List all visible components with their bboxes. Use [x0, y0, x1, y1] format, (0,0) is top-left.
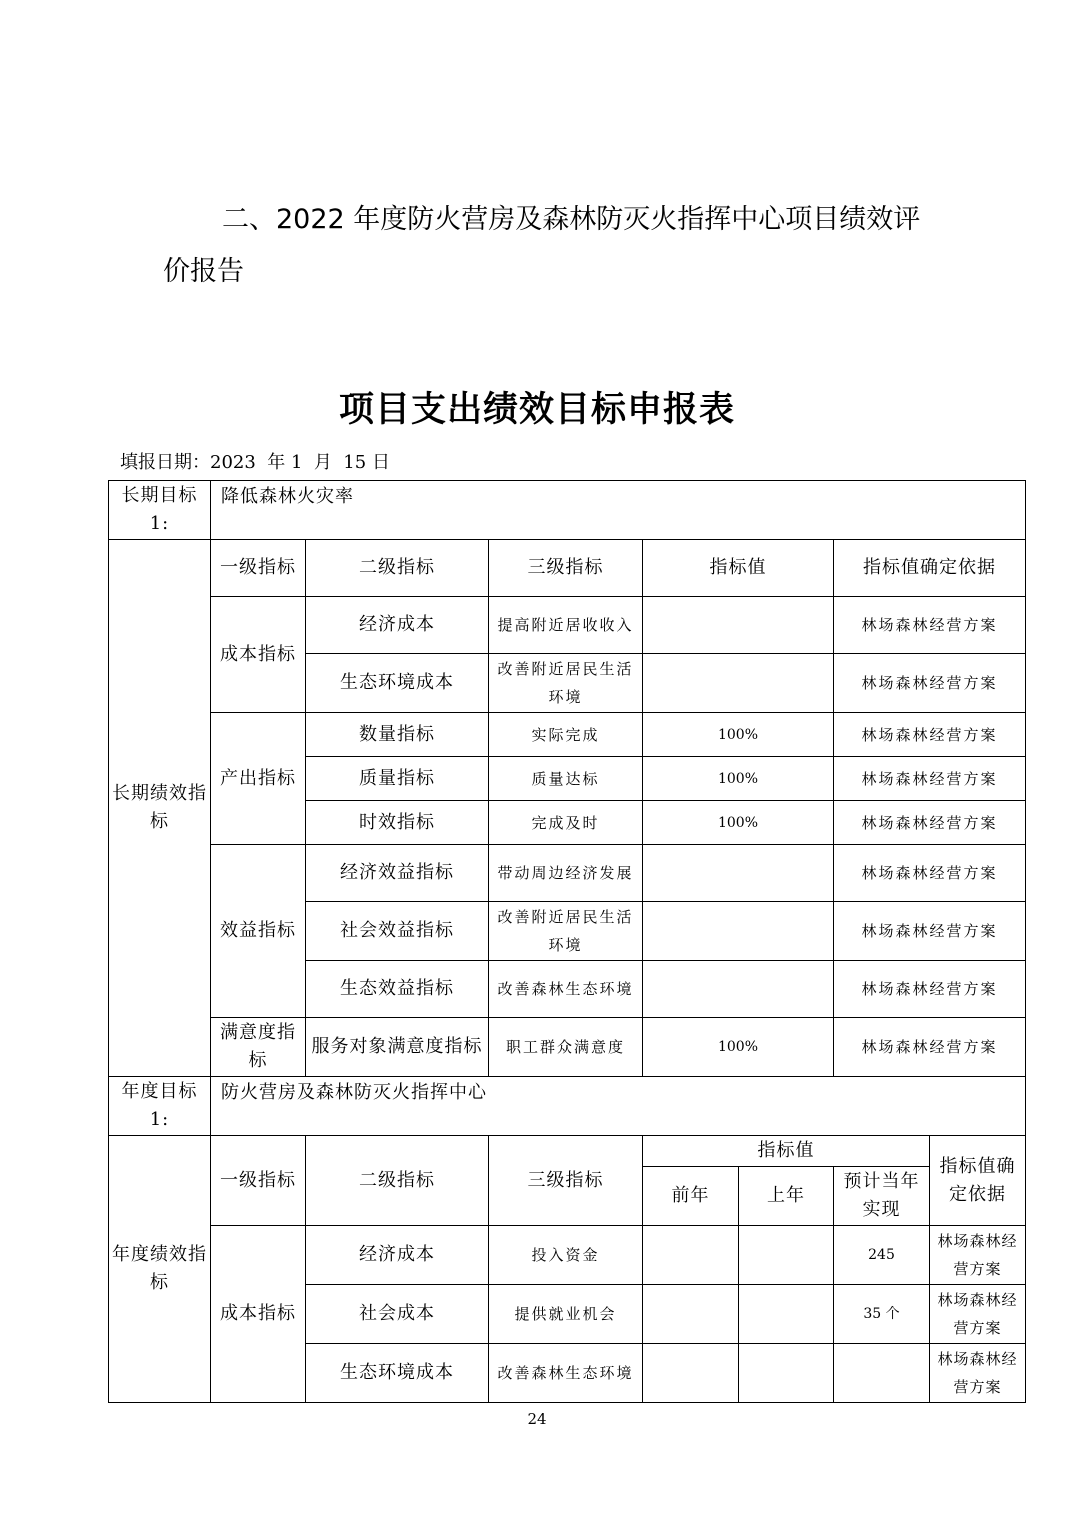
level2-cell: 生态效益指标 [306, 961, 489, 1018]
prev-year-cell [643, 1285, 739, 1344]
table-row [109, 713, 1026, 757]
annual-header-level3: 三级指标 [489, 1136, 643, 1226]
annual-header-value-group: 指标值 [643, 1136, 930, 1167]
table-row [109, 1226, 1026, 1285]
table-row [109, 845, 1026, 902]
level2-cell: 经济成本 [306, 1226, 489, 1285]
annual-header-row [109, 1136, 1026, 1167]
level3-cell: 职工群众满意度 [489, 1018, 643, 1077]
level3-cell: 质量达标 [489, 757, 643, 801]
performance-target-table [108, 480, 1026, 1403]
header-level3: 三级指标 [489, 540, 643, 597]
level2-cell: 社会效益指标 [306, 902, 489, 961]
header-basis: 指标值确定依据 [834, 540, 1026, 597]
expected-cell [834, 1344, 930, 1403]
level2-cell: 服务对象满意度指标 [306, 1018, 489, 1077]
annual-goal-label: 年度目标 1: [109, 1077, 211, 1136]
level2-cell: 生态环境成本 [306, 654, 489, 713]
annual-header-basis: 指标值确定依据 [930, 1136, 1026, 1226]
last-year-cell [739, 1344, 834, 1403]
level3-cell: 完成及时 [489, 801, 643, 845]
annual-level1-cost: 成本指标 [211, 1226, 306, 1403]
level1-output: 产出指标 [211, 713, 306, 845]
annual-header-level1: 一级指标 [211, 1136, 306, 1226]
value-cell: 100% [643, 801, 834, 845]
long-term-section-label: 长期绩效指标 [109, 540, 211, 1077]
annual-section-label: 年度绩效指标 [109, 1136, 211, 1403]
annual-header-prev-year: 前年 [643, 1167, 739, 1226]
prev-year-cell [643, 1344, 739, 1403]
level1-cost: 成本指标 [211, 597, 306, 713]
expected-cell: 245 [834, 1226, 930, 1285]
annual-header-level2: 二级指标 [306, 1136, 489, 1226]
long-term-goal-value: 降低森林火灾率 [211, 481, 1026, 540]
value-cell [643, 902, 834, 961]
fill-date: 填报日期：2023 年 1 月 15 日 [120, 452, 390, 473]
header-level1: 一级指标 [211, 540, 306, 597]
level3-cell: 提供就业机会 [489, 1285, 643, 1344]
annual-header-last-year: 上年 [739, 1167, 834, 1226]
value-cell [643, 597, 834, 654]
basis-cell: 林场森林经营方案 [834, 713, 1026, 757]
level3-cell: 带动周边经济发展 [489, 845, 643, 902]
value-cell: 100% [643, 757, 834, 801]
level2-cell: 数量指标 [306, 713, 489, 757]
header-value: 指标值 [643, 540, 834, 597]
report-heading-line1: 二、2022 年度防火营房及森林防灭火指挥中心项目绩效评 [222, 204, 921, 235]
header-level2: 二级指标 [306, 540, 489, 597]
level3-cell: 提高附近居收收入 [489, 597, 643, 654]
level2-cell: 质量指标 [306, 757, 489, 801]
basis-cell: 林场森林经营方案 [930, 1285, 1026, 1344]
report-heading-line2: 价报告 [163, 256, 244, 287]
level1-benefit: 效益指标 [211, 845, 306, 1018]
basis-cell: 林场森林经营方案 [834, 1018, 1026, 1077]
basis-cell: 林场森林经营方案 [834, 654, 1026, 713]
basis-cell: 林场森林经营方案 [834, 902, 1026, 961]
value-cell: 100% [643, 1018, 834, 1077]
annual-header-expected: 预计当年实现 [834, 1167, 930, 1226]
level2-cell: 生态环境成本 [306, 1344, 489, 1403]
level3-cell: 改善附近居民生活环境 [489, 654, 643, 713]
expected-cell: 35 个 [834, 1285, 930, 1344]
level2-cell: 时效指标 [306, 801, 489, 845]
level3-cell: 实际完成 [489, 713, 643, 757]
basis-cell: 林场森林经营方案 [834, 845, 1026, 902]
value-cell: 100% [643, 713, 834, 757]
table-row [109, 597, 1026, 654]
page-number: 24 [527, 1410, 547, 1428]
basis-cell: 林场森林经营方案 [930, 1226, 1026, 1285]
level2-cell: 经济成本 [306, 597, 489, 654]
value-cell [643, 961, 834, 1018]
level3-cell: 改善森林生态环境 [489, 1344, 643, 1403]
level1-satisfaction: 满意度指标 [211, 1018, 306, 1077]
level2-cell: 社会成本 [306, 1285, 489, 1344]
long-term-goal-label: 长期目标 1: [109, 481, 211, 540]
basis-cell: 林场森林经营方案 [834, 961, 1026, 1018]
long-term-goal-row [109, 481, 1026, 540]
prev-year-cell [643, 1226, 739, 1285]
level2-cell: 经济效益指标 [306, 845, 489, 902]
long-term-header-row [109, 540, 1026, 597]
basis-cell: 林场森林经营方案 [834, 597, 1026, 654]
basis-cell: 林场森林经营方案 [834, 757, 1026, 801]
form-title: 项目支出绩效目标申报表 [338, 389, 735, 430]
annual-goal-value: 防火营房及森林防灭火指挥中心 [211, 1077, 1026, 1136]
level3-cell: 改善附近居民生活环境 [489, 902, 643, 961]
value-cell [643, 845, 834, 902]
basis-cell: 林场森林经营方案 [834, 801, 1026, 845]
table-row [109, 1018, 1026, 1077]
last-year-cell [739, 1285, 834, 1344]
last-year-cell [739, 1226, 834, 1285]
value-cell [643, 654, 834, 713]
level3-cell: 改善森林生态环境 [489, 961, 643, 1018]
annual-goal-row [109, 1077, 1026, 1136]
level3-cell: 投入资金 [489, 1226, 643, 1285]
basis-cell: 林场森林经营方案 [930, 1344, 1026, 1403]
